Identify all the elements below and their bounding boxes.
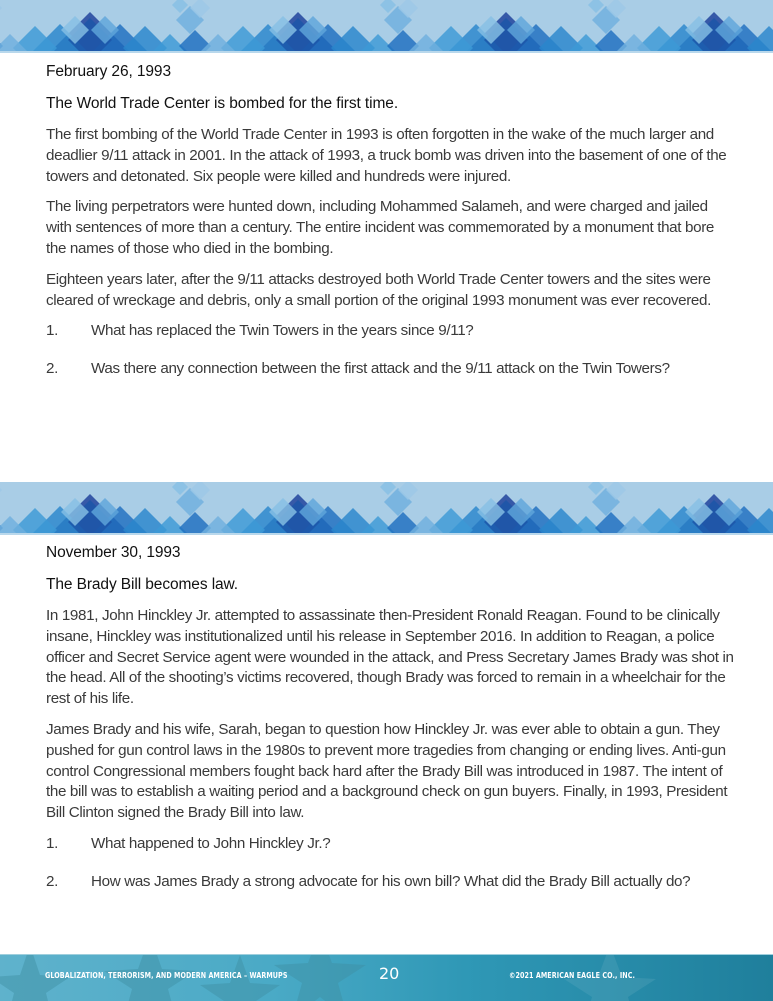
question-text: What has replaced the Twin Towers in the years since 9/11? (91, 322, 474, 340)
star-icon (274, 955, 366, 1001)
question-item (46, 359, 736, 379)
question-number: 1. (46, 322, 58, 340)
geometric-pattern-graphic (0, 482, 773, 535)
entry-paragraph: Eighteen years later, after the 9/11 attacks destroyed both World Trade Center towers and the sites were cleared of wreckage and debris, only a small portion of the original 1993 monument was ever recovered. (46, 270, 711, 309)
question-item (46, 872, 736, 892)
entry-date: February 26, 1993 (46, 63, 171, 80)
question-text: What happened to John Hinckley Jr.? (91, 834, 331, 852)
footer-book-title: GLOBALIZATION, TERRORISM, AND MODERN AMERICA – WARMUPS (45, 970, 288, 980)
entry-section-wtc-bombing (46, 62, 736, 397)
question-item (46, 321, 736, 341)
page-footer (0, 954, 773, 1001)
question-number: 1. (46, 834, 58, 852)
decorative-banner-middle (0, 482, 773, 535)
question-number: 2. (46, 872, 58, 890)
entry-date: November 30, 1993 (46, 544, 181, 561)
entry-paragraph: James Brady and his wife, Sarah, began to question how Hinckley Jr. was ever able to obtain a gun. They pushed for gun control laws in the 1980s to prevent more tragedies from changing or ending lives. Anti-gun control Congressional members fought back hard after the Brady Bill was introduced in 1987. The intent of the bill was to establish a waiting period and a background check on gun buyers. Finally, in 1993, President Bill Clinton signed the Brady Bill into law. (46, 720, 728, 822)
entry-headline: The World Trade Center is bombed for the first time. (46, 95, 399, 112)
entry-paragraph: The first bombing of the World Trade Center in 1993 is often forgotten in the wake of the much larger and deadlier 9/11 attack in 2001. In the attack of 1993, a truck bomb was driven into the basement of one of the towers and detonated. Six people were killed and hundreds were injured. (46, 126, 727, 185)
entry-section-brady-bill (46, 543, 736, 910)
question-text: How was James Brady a strong advocate for his own bill? What did the Brady Bill actually do? (91, 872, 691, 890)
geometric-pattern-graphic (0, 0, 773, 53)
question-list (46, 834, 736, 892)
entry-headline: The Brady Bill becomes law. (46, 576, 238, 593)
question-text: Was there any connection between the first attack and the 9/11 attack on the Twin Towers? (91, 360, 670, 378)
question-list (46, 321, 736, 379)
question-number: 2. (46, 360, 58, 378)
decorative-banner-top (0, 0, 773, 53)
entry-paragraph: In 1981, John Hinckley Jr. attempted to assassinate then-President Ronald Reagan. Found to be clinically insane, Hinckley was institutionalized until his release in September 2016. In addition to Reagan, a police officer and Secret Service agent were wounded in the attack, and Press Secretary James Brady was shot in the head. All of the shooting’s victims recovered, though Brady was forced to remain in a wheelchair for the rest of his life. (46, 607, 734, 708)
page-number: 20 (379, 964, 400, 983)
entry-paragraph: The living perpetrators were hunted down, including Mohammed Salameh, and were charged and jailed with sentences of more than a century. The entire incident was commemorated by a monument that bore the names of those who died in the bombing. (46, 198, 714, 257)
question-item (46, 834, 736, 854)
footer-copyright: ©2021 AMERICAN EAGLE CO., INC. (509, 970, 635, 980)
